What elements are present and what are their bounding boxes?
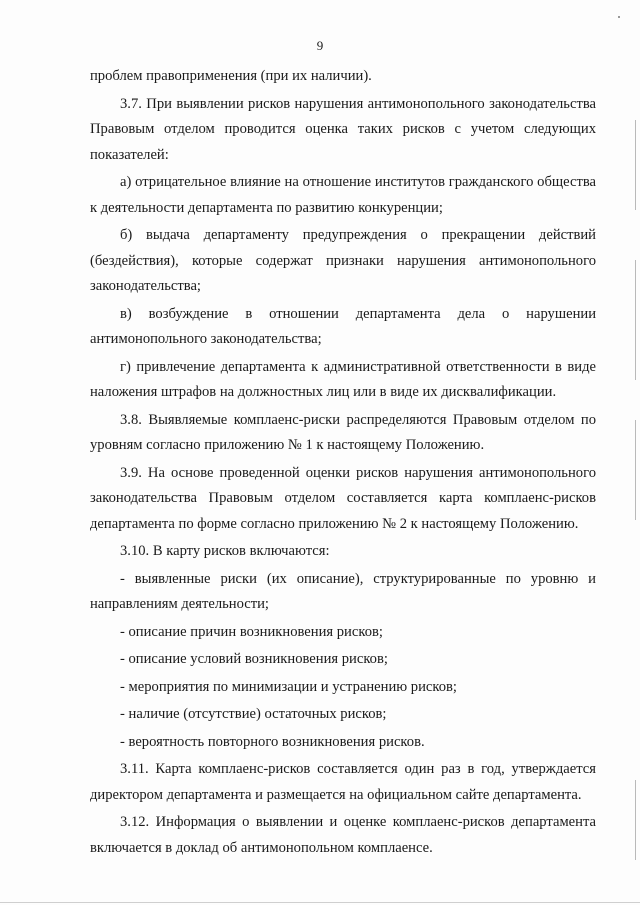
- list-item-conditions: - описание условий возникновения рисков;: [120, 651, 388, 667]
- document-body: [90, 64, 596, 861]
- scan-edge-mark: [635, 780, 636, 860]
- paragraph-item-v: в) возбуждение в отношении департамента дела о нарушении антимонопольного законодательства;: [90, 305, 596, 347]
- scan-speck: [618, 16, 620, 18]
- paragraph-3-12: 3.12. Информация о выявлении и оценке комплаенс-рисков департамента включается в доклад об антимонопольном комплаенсе.: [90, 814, 596, 856]
- paragraph-item-g: г) привлечение департамента к административной ответственности в виде наложения штрафов на должностных лиц или в виде их дисквалификации.: [90, 358, 596, 400]
- list-item-residual-risks: - наличие (отсутствие) остаточных рисков;: [120, 706, 387, 722]
- list-item-risks-identified: - выявленные риски (их описание), структурированные по уровню и направлениям деятельности;: [90, 570, 596, 612]
- list-item-recurrence: - вероятность повторного возникновения рисков.: [120, 733, 425, 750]
- paragraph-item-b: б) выдача департаменту предупреждения о прекращении действий (бездействия), которые содержат признаки нарушения антимонопольного законодательства;: [90, 227, 596, 294]
- paragraph-3-8: 3.8. Выявляемые комплаенс-риски распределяются Правовым отделом по уровням согласно приложению № 1 к настоящему Положению.: [90, 411, 596, 453]
- paragraph-3-11: 3.11. Карта комплаенс-рисков составляется один раз в год, утверждается директором департамента и размещается на официальном сайте департамента.: [90, 761, 596, 803]
- page-number: 9: [316, 38, 324, 53]
- scan-edge-mark: [635, 120, 636, 210]
- scan-edge-mark: [635, 260, 636, 380]
- list-item-causes: - описание причин возникновения рисков;: [120, 623, 383, 640]
- paragraph-item-a: а) отрицательное влияние на отношение институтов гражданского общества к деятельности департамента по развитию конкуренции;: [90, 174, 596, 216]
- list-item-measures: - мероприятия по минимизации и устранению рисков;: [120, 678, 457, 695]
- paragraph-3-9: 3.9. На основе проведенной оценки рисков нарушения антимонопольного законодательства Правовым отделом составляется карта комплаенс-рисков департамента по форме согласно приложению № 2 к настоящему Положению.: [90, 464, 596, 532]
- scan-bottom-edge: [0, 902, 640, 903]
- paragraph-3-10: 3.10. В карту рисков включаются:: [120, 543, 330, 559]
- scan-edge-mark: [635, 420, 636, 520]
- paragraph-continuation: проблем правоприменения (при их наличии).: [90, 68, 372, 84]
- paragraph-3-7: 3.7. При выявлении рисков нарушения антимонопольного законодательства Правовым отделом проводится оценка таких рисков с учетом следующих показателей:: [90, 95, 596, 163]
